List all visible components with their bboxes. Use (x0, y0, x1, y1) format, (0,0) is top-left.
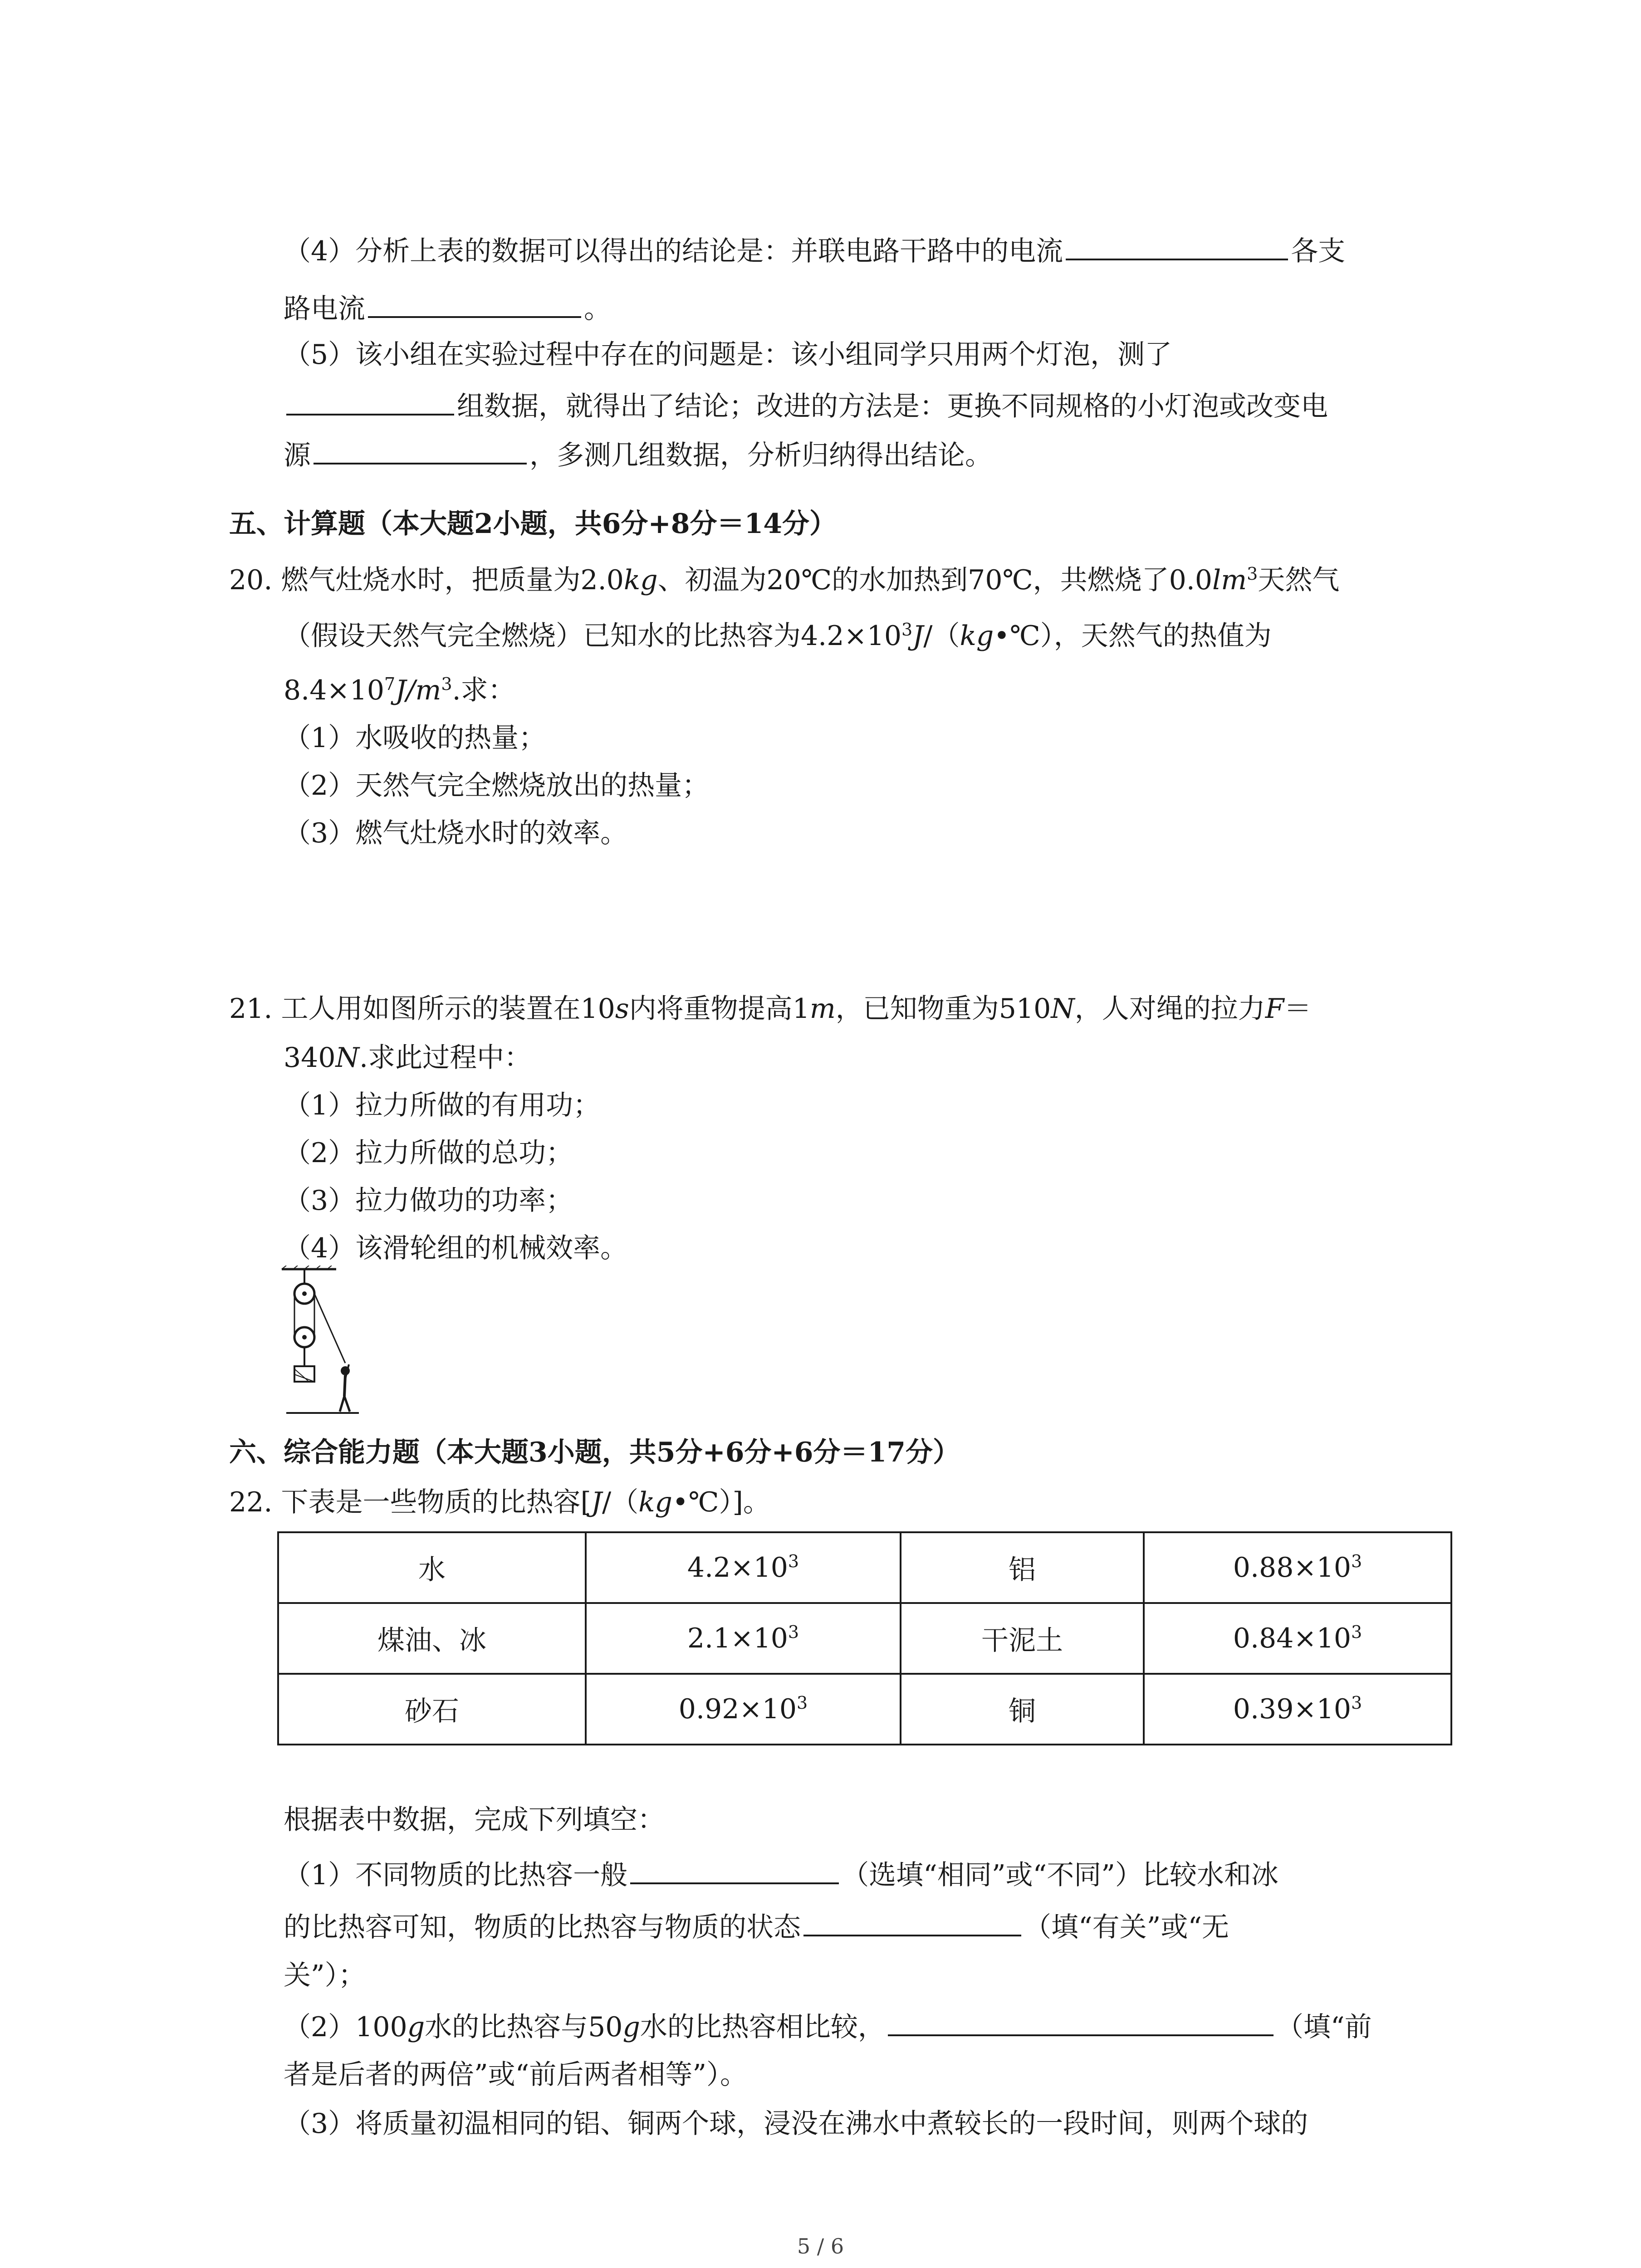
specific-heat-table (277, 1531, 1452, 1745)
q21-sub4: （4）该滑轮组的机械效率。 (284, 1232, 628, 1264)
q19-part5-line1: （5）该小组在实验过程中存在的问题是：该小组同学只用两个灯泡，测了 (284, 339, 1172, 371)
q21-sub1: （1）拉力所做的有用功； (284, 1090, 601, 1121)
q20-sub2: （2）天然气完全燃烧放出的热量； (284, 770, 710, 802)
q19-part4-line2: 路电流 。 (284, 289, 611, 328)
table-cell: 铜 (901, 1674, 1144, 1745)
answer-blank[interactable] (314, 435, 527, 464)
page-number: 5 / 6 (797, 2234, 844, 2258)
answer-blank[interactable] (368, 289, 581, 318)
q22-fill1-line2: 的比热容可知，物质的比热容与物质的状态 （填“有关”或“无 (284, 1907, 1229, 1946)
q19-part4-line1: （4）分析上表的数据可以得出的结论是：并联电路干路中的电流 各支 (284, 231, 1345, 270)
q20-line2: （假设天然气完全燃烧）已知水的比热容为$4.2\times 10^3J/(kg•℃)$，天然气的热值为 (284, 620, 1272, 652)
answer-blank[interactable] (803, 1907, 1021, 1936)
table-cell: $0.88\times 10^3$ (1144, 1532, 1451, 1603)
table-cell: 干泥土 (901, 1603, 1144, 1674)
answer-blank[interactable] (1066, 231, 1288, 260)
table-row (278, 1603, 1451, 1674)
table-cell: $0.84\times 10^3$ (1144, 1603, 1451, 1674)
q22-fill2-line2: 者是后者的两倍”或“前后两者相等”）。 (284, 2059, 748, 2091)
table-cell: $0.92\times 10^3$ (586, 1674, 901, 1745)
q21-sub3: （3）拉力做功的功率； (284, 1185, 573, 1217)
table-cell: $0.39\times 10^3$ (1144, 1674, 1451, 1745)
q21-line1: 21. 工人用如图所示的装置在10s内将重物提高1m，已知物重为510N，人对绳的拉力F＝ (229, 993, 1312, 1025)
section-6-heading: 六、综合能力题（本大题3小题，共5分+6分+6分＝17分） (229, 1437, 960, 1468)
table-row (278, 1532, 1451, 1603)
answer-blank[interactable] (888, 2007, 1274, 2036)
q20-line1: 20. 燃气灶烧水时，把质量为2.0kg、初温为20℃的水加热到70℃，共燃烧了$0.0lm^3$天然气 (229, 564, 1340, 596)
q22-intro: 22. 下表是一些物质的比热容[J/（kg•℃）]。 (229, 1486, 770, 1518)
q20-sub3: （3）燃气灶烧水时的效率。 (284, 817, 628, 849)
table-row (278, 1674, 1451, 1745)
q19-part5-line2: 组数据，就得出了结论；改进的方法是：更换不同规格的小灯泡或改变电 (284, 386, 1328, 425)
q22-fill1-line1: （1）不同物质的比热容一般 （选填“相同”或“不同”）比较水和冰 (284, 1855, 1279, 1894)
q20-line3: $8.4\times 10^7J/m^3$.求： (284, 674, 515, 706)
table-cell: $2.1\times 10^3$ (586, 1603, 901, 1674)
section-5-heading: 五、计算题（本大题2小题，共6分+8分＝14分） (229, 508, 837, 540)
q21-line2: 340N.求此过程中： (284, 1042, 532, 1074)
q22-fill3-line1: （3）将质量初温相同的铝、铜两个球，浸没在沸水中煮较长的一段时间，则两个球的 (284, 2108, 1308, 2140)
table-cell: $4.2\times 10^3$ (586, 1532, 901, 1603)
q22-fill1-line3: 关”）； (284, 1960, 366, 1991)
table-cell: 煤油、冰 (278, 1603, 586, 1674)
table-cell: 铝 (901, 1532, 1144, 1603)
pulley-system-figure (277, 1266, 363, 1415)
q21-sub2: （2）拉力所做的总功； (284, 1137, 573, 1169)
answer-blank[interactable] (630, 1855, 839, 1884)
q19-part5-line3: 源 ，多测几组数据，分析归纳得出结论。 (284, 435, 992, 474)
answer-blank[interactable] (286, 386, 454, 415)
table-cell: 砂石 (278, 1674, 586, 1745)
q22-fill-intro: 根据表中数据，完成下列填空： (284, 1804, 665, 1836)
q22-fill2-line1: （2）100g水的比热容与50g水的比热容相比较， （填“前 (284, 2007, 1372, 2046)
table-cell: 水 (278, 1532, 586, 1603)
q20-sub1: （1）水吸收的热量； (284, 722, 546, 754)
